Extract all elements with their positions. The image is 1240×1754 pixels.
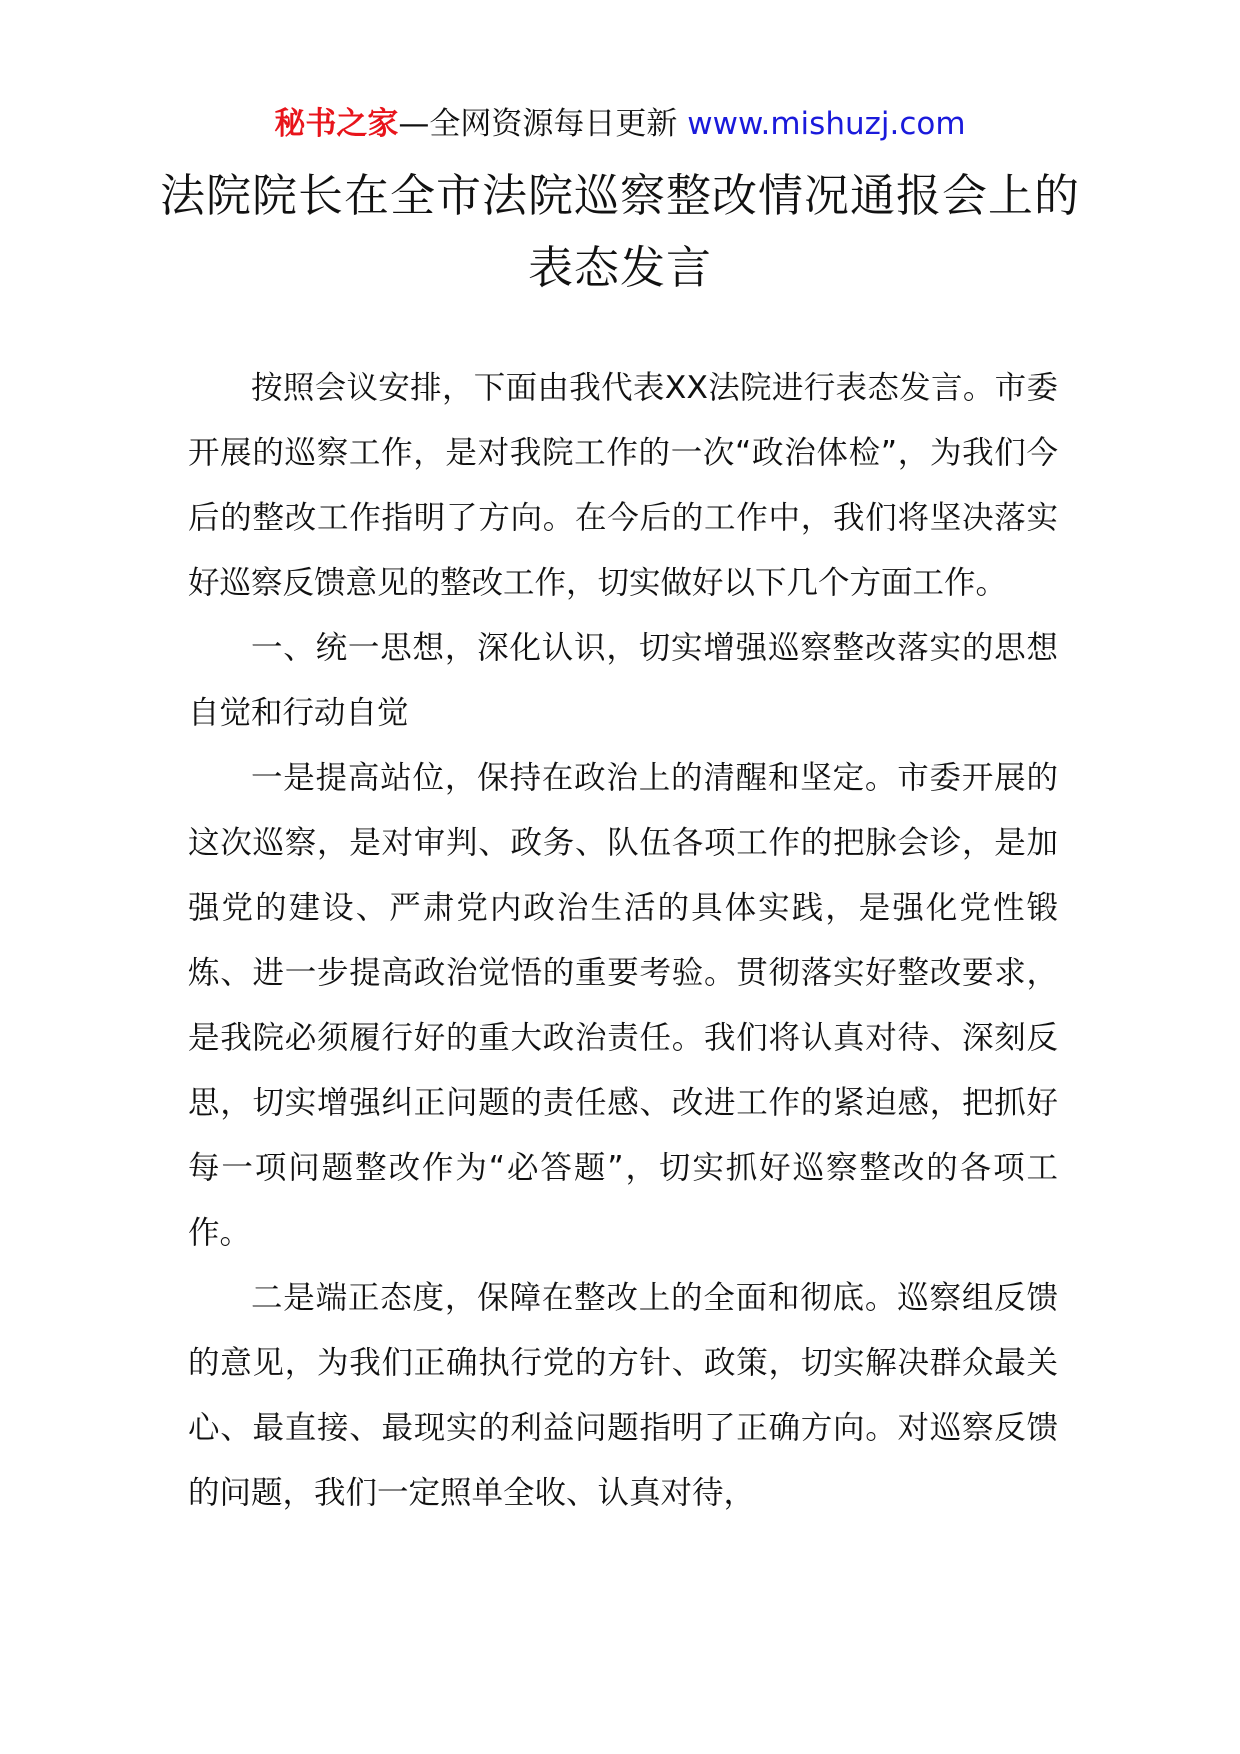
section-heading-1: 一、统一思想，深化认识，切实增强巡察整改落实的思想自觉和行动自觉 — [188, 630, 1058, 731]
paragraph-point-2: 二是端正态度，保障在整改上的全面和彻底。巡察组反馈的意见，为我们正确执行党的方针、政策，切实解决群众最关心、最直接、最现实的利益问题指明了正确方向。对巡察反馈的问题，我们一定照单全收、认真对待， — [188, 1280, 1058, 1511]
header-tagline: —全网资源每日更新 — [398, 106, 688, 142]
site-header — [0, 102, 1240, 146]
document-title: 法院院长在全市法院巡察整改情况通报会上的表态发言 — [159, 169, 1080, 294]
document-body — [188, 356, 1058, 1526]
site-url[interactable]: www.mishuzj.com — [687, 106, 966, 142]
brand-name: 秘书之家 — [274, 106, 399, 142]
paragraph-point-1: 一是提高站位，保持在政治上的清醒和坚定。市委开展的这次巡察，是对审判、政务、队伍各项工作的把脉会诊，是加强党的建设、严肃党内政治生活的具体实践，是强化党性锻炼、进一步提高政治觉悟的重要考验。贯彻落实好整改要求，是我院必须履行好的重大政治责任。我们将认真对待、深刻反思，切实增强纠正问题的责任感、改进工作的紧迫感，把抓好每一项问题整改作为“必答题”，切实抓好巡察整改的各项工作。 — [188, 760, 1058, 1251]
paragraph-intro: 按照会议安排，下面由我代表XX法院进行表态发言。市委开展的巡察工作，是对我院工作的一次“政治体检”，为我们今后的整改工作指明了方向。在今后的工作中，我们将坚决落实好巡察反馈意见的整改工作，切实做好以下几个方面工作。 — [188, 370, 1058, 601]
